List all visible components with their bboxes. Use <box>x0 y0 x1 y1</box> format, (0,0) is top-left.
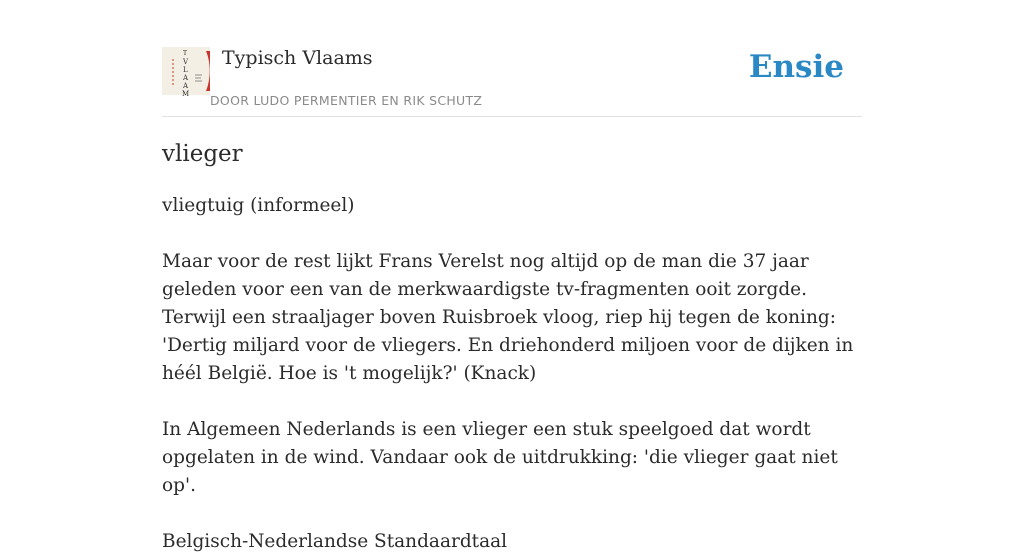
entry-category: Belgisch-Nederlandse Standaardtaal <box>162 531 508 552</box>
entry-content <box>162 136 864 556</box>
ensie-logo-link[interactable]: Ensie <box>748 49 844 85</box>
svg-text:V: V <box>183 58 189 66</box>
svg-text:L: L <box>183 66 188 74</box>
entry-definition: vliegtuig (informeel) <box>162 195 355 216</box>
svg-text:T: T <box>183 50 188 57</box>
dictionary-header <box>162 0 862 117</box>
entry-headword: vlieger <box>162 141 243 167</box>
svg-text:M: M <box>182 90 190 98</box>
dictionary-title[interactable]: Typisch Vlaams <box>222 47 373 69</box>
entry-example-quote: Maar voor de rest lijkt Frans Verelst nog altijd op de man die 37 jaar geleden voor een van de merkwaardigste tv-fragmenten ooit zorgde. Terwijl een straaljager boven Ruisbroek vloog, riep hij tegen de koning: 'Dertig miljard voor de vliegers. En driehonderd miljoen voor de dijken in héél België. Hoe is 't mogelijk?' (Knack) <box>162 251 854 384</box>
svg-text:A: A <box>183 82 189 90</box>
entry-note: In Algemeen Nederlands is een vlieger een stuk speelgoed dat wordt opgelaten in de wind. Vandaar ook de uitdrukking: 'die vlieger gaat niet op'. <box>162 419 838 496</box>
book-cover-icon[interactable] <box>162 47 210 98</box>
svg-text:A: A <box>183 74 189 82</box>
dictionary-authors: DOOR LUDO PERMENTIER EN RIK SCHUTZ <box>210 93 483 108</box>
